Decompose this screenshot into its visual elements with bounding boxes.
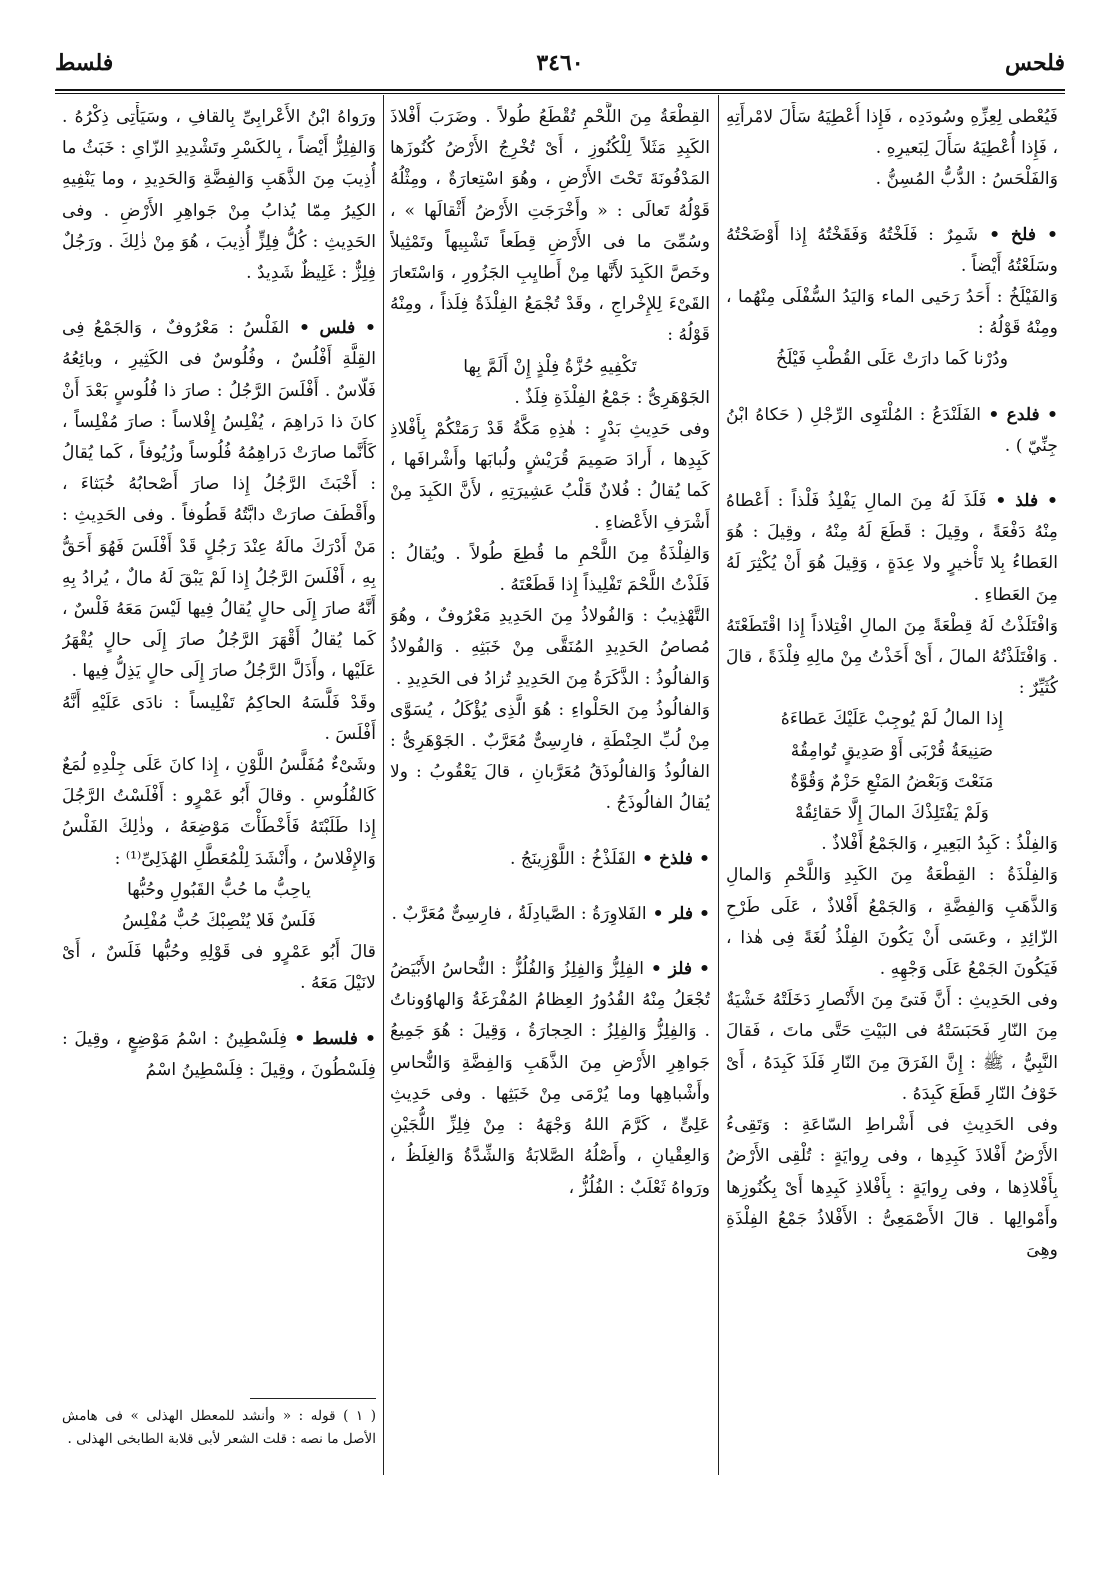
- verse-line: إِذا المالُ لَمْ يُوجِبْ عَلَيْكَ عَطاءَهُ: [780, 709, 1004, 730]
- entry-paragraph: [390, 539, 710, 601]
- verse-line: ودُرْنا كَما دارَتْ عَلَى القُطْبِ فَيْلَخُ: [776, 349, 1008, 370]
- entry-paragraph: [726, 985, 1058, 1110]
- entry-paragraph: [62, 688, 376, 750]
- entry-gap: [726, 462, 1058, 486]
- entry-text: الفَلْسُ : مَعْرُوفٌ ، وَالجَمْعُ فِى القِلَّةِ أَفْلُسٌ ، وفُلُوسٌ فى الكَثِيرِ ، وبائِعُهُ فَلّاسٌ . أَفْلَسَ الرَّجُلُ : صارَ ذا فُلُوسٍ بَعْدَ أَنْ كانَ ذا دَراهِمَ ، يُفْلِسُ إِفْلاساً : صارَ مُفْلِساً ، كَأَنَّما صارَتْ دَراهِمُهُ فُلُوساً وزُيُوفاً ، كَما يُقالُ : أَخْبَثَ الرَّجُلُ إِذا صارَ أَصْحابُهُ خُبَثاءَ ، وأَقْطَفَ صارَتْ دابَّتُهُ قَطُوفاً . وفى الحَدِيثِ : مَنْ أَدْرَكَ مالَهُ عِنْدَ رَجُلٍ قَدْ أَفْلَسَ فَهُوَ أَحَقُّ بِهِ ، أَفْلَسَ الرَّجُلُ إِذا لَمْ يَبْقَ لَهُ مالٌ ، يُرادُ بِهِ أَنَّهُ صارَ إِلَى حالٍ يُقالُ فِيها لَيْسَ مَعَهُ فَلْسٌ ، كَما يُقالُ أَقْهَرَ الرَّجُلُ صارَ إِلَى حالٍ يُقْهَرُ عَلَيْها ، وأَذَلَّ الرَّجُلُ صارَ إِلَى حالٍ يَذِلُّ فِيها .: [62, 318, 376, 682]
- entry-paragraph: [726, 400, 1058, 462]
- entry-text: القِطْعَةُ مِنَ اللَّحْمِ تُقْطَعُ طُولاً . وضَرَبَ أَفْلاذَ الكَبِدِ مَثَلاً لِلْكُنُوزِ ، أَىْ تُخْرِجُ الأَرْضُ كُنُوزَها المَدْفُونَةَ تَحْتَ الأَرْضِ ، وهُوَ اسْتِعارَةٌ ، ومِثْلُهُ قَوْلُهُ تَعالَى : « وأَخْرَجَتِ الأَرْضُ أَثْقالَها » ، وسُمِّىَ ما فى الأَرْضِ قِطَعاً تَشْبِيهاً وتَمْثِيلاً وخَصَّ الكَبِدَ لأَنَّها مِنْ أَطايِبِ الجَزُورِ ، وَاسْتَعارَ القَىْءَ لِلإِخْراجِ ، وقَدْ تُجْمَعُ الفِلْذَةُ فِلَذاً ، ومِنْهُ قَوْلُهُ :: [390, 107, 710, 346]
- entry-text: فَلَذَ لَهُ مِنَ المالِ يَفْلِذُ فَلْذاً : أَعْطاهُ مِنْهُ دَفْعَةً ، وقِيلَ : قَطَعَ لَهُ مِنْهُ ، وقِيلَ : هُوَ العَطاءُ بِلا تَأْخيرٍ ولا عِدَةٍ ، وَقِيلَ هُوَ أَنْ يُكْثِرَ لَهُ مِنَ العَطاءِ .: [726, 491, 1058, 605]
- entry-paragraph: [726, 220, 1058, 282]
- entry-paragraph: [390, 383, 710, 414]
- entry-paragraph: [390, 601, 710, 695]
- header-rule: [55, 89, 1065, 91]
- entry-headword: • فلس •: [289, 318, 376, 339]
- entry-text: الجَوْهَرِىُّ : جَمْعُ الفِلْذَةِ فِلَذٌ .: [514, 387, 710, 408]
- entry-headword: • فلسط •: [287, 1028, 376, 1049]
- entry-paragraph: [726, 282, 1058, 344]
- entry-gap: [726, 376, 1058, 400]
- entry-paragraph: [390, 899, 710, 930]
- entry-paragraph: [726, 860, 1058, 985]
- page-header: [55, 50, 1065, 86]
- entry-headword: • فلذ •: [986, 491, 1058, 512]
- entry-text: الفِلِزُّ وَالفِلِزُ وَالفُلُزُّ : النُّحاسُ الأَبْيَضُ تُجْعَلُ مِنْهُ القُدُورُ العِظامُ المُفْرَغَةُ وَالهاوُوناتُ . وَالفِلِزُّ وَالفِلِزُ : الحِجارَةُ ، وَقِيلَ : هُوَ جَمِيعُ جَواهِرِ الأَرْضِ مِنَ الذَّهَبِ وَالفِضَّةِ وَالنُّحاسِ وأَشْباهِها وما يُرْمَى مِنْ خَبَثِها . وفى حَدِيثِ عَلِىٍّ ، كَرَّمَ اللهُ وَجْهَهُ : مِنْ فِلِزِّ اللُّجَيْنِ وَالعِقْيانِ ، وأَصْلُهُ الصَّلابَةُ وَالشِّدَّةُ وَالغِلَظُ ، ورَواهُ ثَعْلَبٌ : الفُلُزُّ ،: [390, 959, 710, 1198]
- entry-paragraph: [390, 695, 710, 820]
- entry-text: وَالفَلْحَسُ : الدُّبُّ المُسِنُّ .: [875, 169, 1058, 190]
- entry-text: وَافْتَلَذْتُ لَهُ قِطْعَةً مِنَ المالِ افْتِلاذاً إِذا اقْتَطَعْتَهُ . وَافْتَلَذْتُهُ المالَ ، أَىْ أَخَذْتُ مِنْ مالِهِ فِلْذَةً ، قالَ كُثَيِّرٌ :: [726, 615, 1058, 699]
- entry-text: وفى الحَدِيثِ فى أَشْراطِ السّاعَةِ : وَتَقِىءُ الأَرْضُ أَفْلاذَ كَبِدِها ، وفى رِوايَةٍ : تُلْقِى الأَرْضُ بِأَفْلاذِها ، وفى رِوايَةٍ : بِأَفْلاذِ كَبِدِها أَىْ بِكُنُوزِها وأَمْوالِها . قالَ الأَصْمَعِىُّ : الأَفْلاذُ جَمْعُ الفِلْذَةِ وهِىَ: [726, 1115, 1058, 1260]
- entry-paragraph: [62, 313, 376, 687]
- entry-paragraph: [62, 750, 376, 875]
- entry-text: الفَلاوِرَةُ : الصَّيادِلَةُ ، فارِسِىٌّ مُعَرَّبٌ .: [391, 903, 647, 924]
- entry-text: شَمِرٌ : فَلَخْتُهُ وَفَقَخْتُهُ إِذا أَوْضَحْتُهُ وسَلَعْتُهُ أَيْضاً .: [726, 224, 1058, 276]
- header-left-word: فلسط: [55, 50, 114, 76]
- column-right: [726, 102, 1058, 1477]
- verse-line: تَكْفِيهِ حُزَّةُ فِلْذٍ إِنْ أَلَمَّ بِها: [463, 356, 637, 377]
- verse-line: ياحِبُّ ما حُبُّ القَبُولِ وحُبُّها: [127, 879, 311, 900]
- entry-gap: [390, 820, 710, 844]
- entry-paragraph: [726, 102, 1058, 164]
- verse-line: فَلَسٌ فَلا يُنْصِبْكَ حُبٌّ مُفْلِسُ: [122, 911, 316, 932]
- entry-paragraph: [390, 844, 710, 875]
- column-left: [62, 102, 376, 1377]
- entry-text: وفى الحَدِيثِ : أَنَّ فَتىً مِنَ الأَنْصارِ دَخَلَتْهُ خَشْيَةٌ مِنَ النّارِ فَحَبَسَتْهُ فى البَيْتِ حَتَّى ماتَ ، فَقالَ النَّبِيُّ ، ﷺ : إِنَّ الفَرَقَ مِنَ النّارِ فَلَذَ كَبِدَهُ ، أَىْ خَوْفُ النّارِ قَطَعَ كَبِدَهُ .: [726, 990, 1058, 1104]
- column-middle: [390, 102, 710, 1477]
- entry-paragraph: [726, 486, 1058, 611]
- entry-gap: [62, 289, 376, 313]
- entry-paragraph: [726, 164, 1058, 195]
- entry-text: فِلَسْطِينُ : اسْمُ مَوْضِعٍ ، وقِيلَ : فِلَسْطُونَ ، وقِيلَ : فِلَسْطِينُ اسْمُ: [62, 1028, 376, 1080]
- entry-paragraph: [390, 414, 710, 539]
- entry-text: وَالفِلْذُ : كَبِدُ البَعِيرِ ، وَالجَمْعُ أَفْلاذٌ .: [821, 834, 1058, 855]
- entry-text: فَيُعْطى لِعِزِّهِ وسُودَدِه ، فَإِذا أُعْطِيَهُ سَأَلَ لامْرأَتِهِ ، فَإِذا أُعْطِيَهُ سَأَلَ لِبَعيرِهِ .: [726, 107, 1058, 159]
- entry-gap: [62, 1000, 376, 1024]
- entry-text: ورَواهُ ابْنُ الأَعْرابِىِّ بِالقافِ ، وسَيَأْتِى ذِكْرُهُ . وَالفِلِزُّ أَيْضاً ، بِالكَسْرِ وتَشْدِيدِ الزّاىِ : خَبَثُ ما أُذِيبَ مِنَ الذَّهَبِ وَالفِضَّةِ وَالحَدِيدِ ، وما يَنْفِيهِ الكِيرُ مِمّا يُذابُ مِنْ جَواهِرِ الأَرْضِ . وفى الحَدِيثِ : كُلُّ فِلِزٍّ أُذِيبَ ، هُوَ مِنْ ذٰلِكَ . ورَجُلٌ فِلِزٌّ : غَلِيظٌ شَدِيدٌ .: [62, 107, 376, 284]
- verse-line: مَنَعْتَ وَبَعْضُ المَنْعِ حَزْمٌ وَقُوَّةٌ: [790, 771, 994, 792]
- entry-text: قالَ أَبُو عَمْرٍو فى قَوْلِهِ وحُبُّها فَلَسٌ ، أَىْ لانَيْلَ مَعَهُ .: [62, 942, 376, 994]
- entry-text: الفَلَنْدَعُ : المُلْتَوِى الرِّجْلِ ( حَكاهُ ابْنُ جِنِّيّ ) .: [726, 404, 1058, 456]
- entry-paragraph: [62, 1024, 376, 1086]
- column-divider-left: [383, 95, 384, 1475]
- entry-paragraph: [726, 1110, 1058, 1266]
- entry-paragraph: [726, 829, 1058, 860]
- entry-text: وشَىْءٌ مُفَلَّسُ اللَّوْنِ ، إِذا كانَ عَلَى جِلْدِهِ لُمَعٌ كَالفُلُوسِ . وقالَ أَبُو عَمْرٍو : أَفْلَسْتُ الرَّجُلَ إِذا طَلَبْتَهُ فَأَخْطَأْتَ مَوْضِعَهُ ، وذٰلِكَ الفَلْسُ وَالإِفْلاسُ ، وأَنْشَدَ لِلْمُعَطَّلِ الهُذَلِىِّ⁽¹⁾ :: [62, 755, 376, 869]
- entry-gap: [726, 196, 1058, 220]
- entry-paragraph: [726, 611, 1058, 705]
- entry-text: وفى حَدِيثِ بَدْرٍ : هٰذِهِ مَكَّةُ قَدْ رَمَتْكُمْ بِأَفْلاذِ كَبِدِها ، أَرادَ صَمِيمَ قُرَيْشٍ ولُبابَها وأَشْرافَها ، كَما يُقالُ : فُلانٌ قَلْبُ عَشِيرَتِهِ ، لأَنَّ الكَبِدَ مِنْ أَشْرَفِ الأَعْضاءِ .: [390, 419, 710, 533]
- entry-text: التَّهْذِيبُ : وَالفُولاذُ مِنَ الحَدِيدِ مَعْرُوفٌ ، وهُوَ مُصاصُ الحَدِيدِ المُنَقَّى مِنْ خَبَثِهِ . وَالفُولاذُ وَالفالُوذُ : الذَّكَرَةُ مِنَ الحَدِيدِ تُزادُ فى الحَدِيدِ .: [390, 606, 710, 689]
- entry-gap: [390, 875, 710, 899]
- verse-line: صَنِيعَةُ قُرْبَى أَوْ صَدِيقٍ تُوامِقُهْ: [790, 740, 994, 761]
- header-rule-thin: [55, 93, 1065, 94]
- entry-text: وَالفِلْذَةُ مِنَ اللَّحْمِ ما قُطِعَ طُولاً . ويُقالُ : فَلَذْتُ اللَّحْمَ تَفْلِيذاً إِذا قَطَعْتَهُ .: [390, 543, 710, 596]
- entry-headword: • فلز •: [643, 959, 710, 980]
- entry-text: وَالفَيْلَخُ : أَحَدُ رَحَيى الماء وَاليَدُ السُّفْلَى مِنْهُما ، ومِنْهُ قَوْلُهُ :: [726, 287, 1058, 339]
- entry-text: وَالفِلْذَةُ : القِطْعَةُ مِنَ الكَبِدِ وَاللَّحْمِ وَالمالِ وَالذَّهَبِ وَالفِضَّةِ ، وَالجَمْعُ أَفْلاذٌ ، عَلَى طَرْحِ الزّائِدِ ، وعَسَى أَنْ يَكُونَ الفِلْذُ لُغَةً فِى هٰذا ، فَيَكُونَ الجَمْعُ عَلَى وَجْهِهِ .: [726, 865, 1058, 980]
- entry-headword: • فلخ •: [978, 224, 1058, 245]
- entry-headword: • فلذخ •: [636, 848, 710, 869]
- entry-headword: • فلدع •: [981, 404, 1058, 425]
- page-number: ٣٤٦٠: [536, 50, 584, 76]
- header-right-word: فلحس: [1004, 50, 1065, 76]
- entry-paragraph: [390, 954, 710, 1204]
- footnote-rule: [250, 1398, 376, 1399]
- entry-text: وقَدْ فَلَّسَهُ الحاكِمُ تَفْلِيساً : نادَى عَلَيْهِ أَنَّهُ أَفْلَسَ .: [62, 692, 376, 744]
- entry-paragraph: [62, 937, 376, 999]
- verse-line: وَلَمْ يَفْتَلِذْكَ المالَ إِلَّا حَقائِقُهْ: [795, 803, 989, 824]
- entry-headword: • فلر •: [646, 903, 710, 924]
- entry-paragraph: [390, 102, 710, 352]
- footnote: ( ١ ) قوله : « وأنشد للمعطل الهذلى » فى هامش الأصل ما نصه : قلت الشعر لأبى قلابة الطابخى الهذلى .: [62, 1408, 376, 1447]
- entry-text: الفَلَذْخُ : اللَّوْزِينَجُ .: [509, 848, 637, 869]
- entry-gap: [390, 930, 710, 954]
- entry-text: وَالفالُوذُ مِنَ الحَلْواءِ : هُوَ الَّذِى يُؤْكَلُ ، يُسَوَّى مِنْ لُبِّ الحِنْطَةِ ، فارِسِىٌّ مُعَرَّبٌ . الجَوْهَرِىُّ : الفالُوذُ وَالفالُوذَقُ مُعَرَّبانِ ، قالَ يَعْقُوبُ : ولا يُقالُ الفالُوذَجُ .: [390, 699, 710, 814]
- column-divider-right: [718, 95, 719, 1475]
- entry-paragraph: [62, 102, 376, 289]
